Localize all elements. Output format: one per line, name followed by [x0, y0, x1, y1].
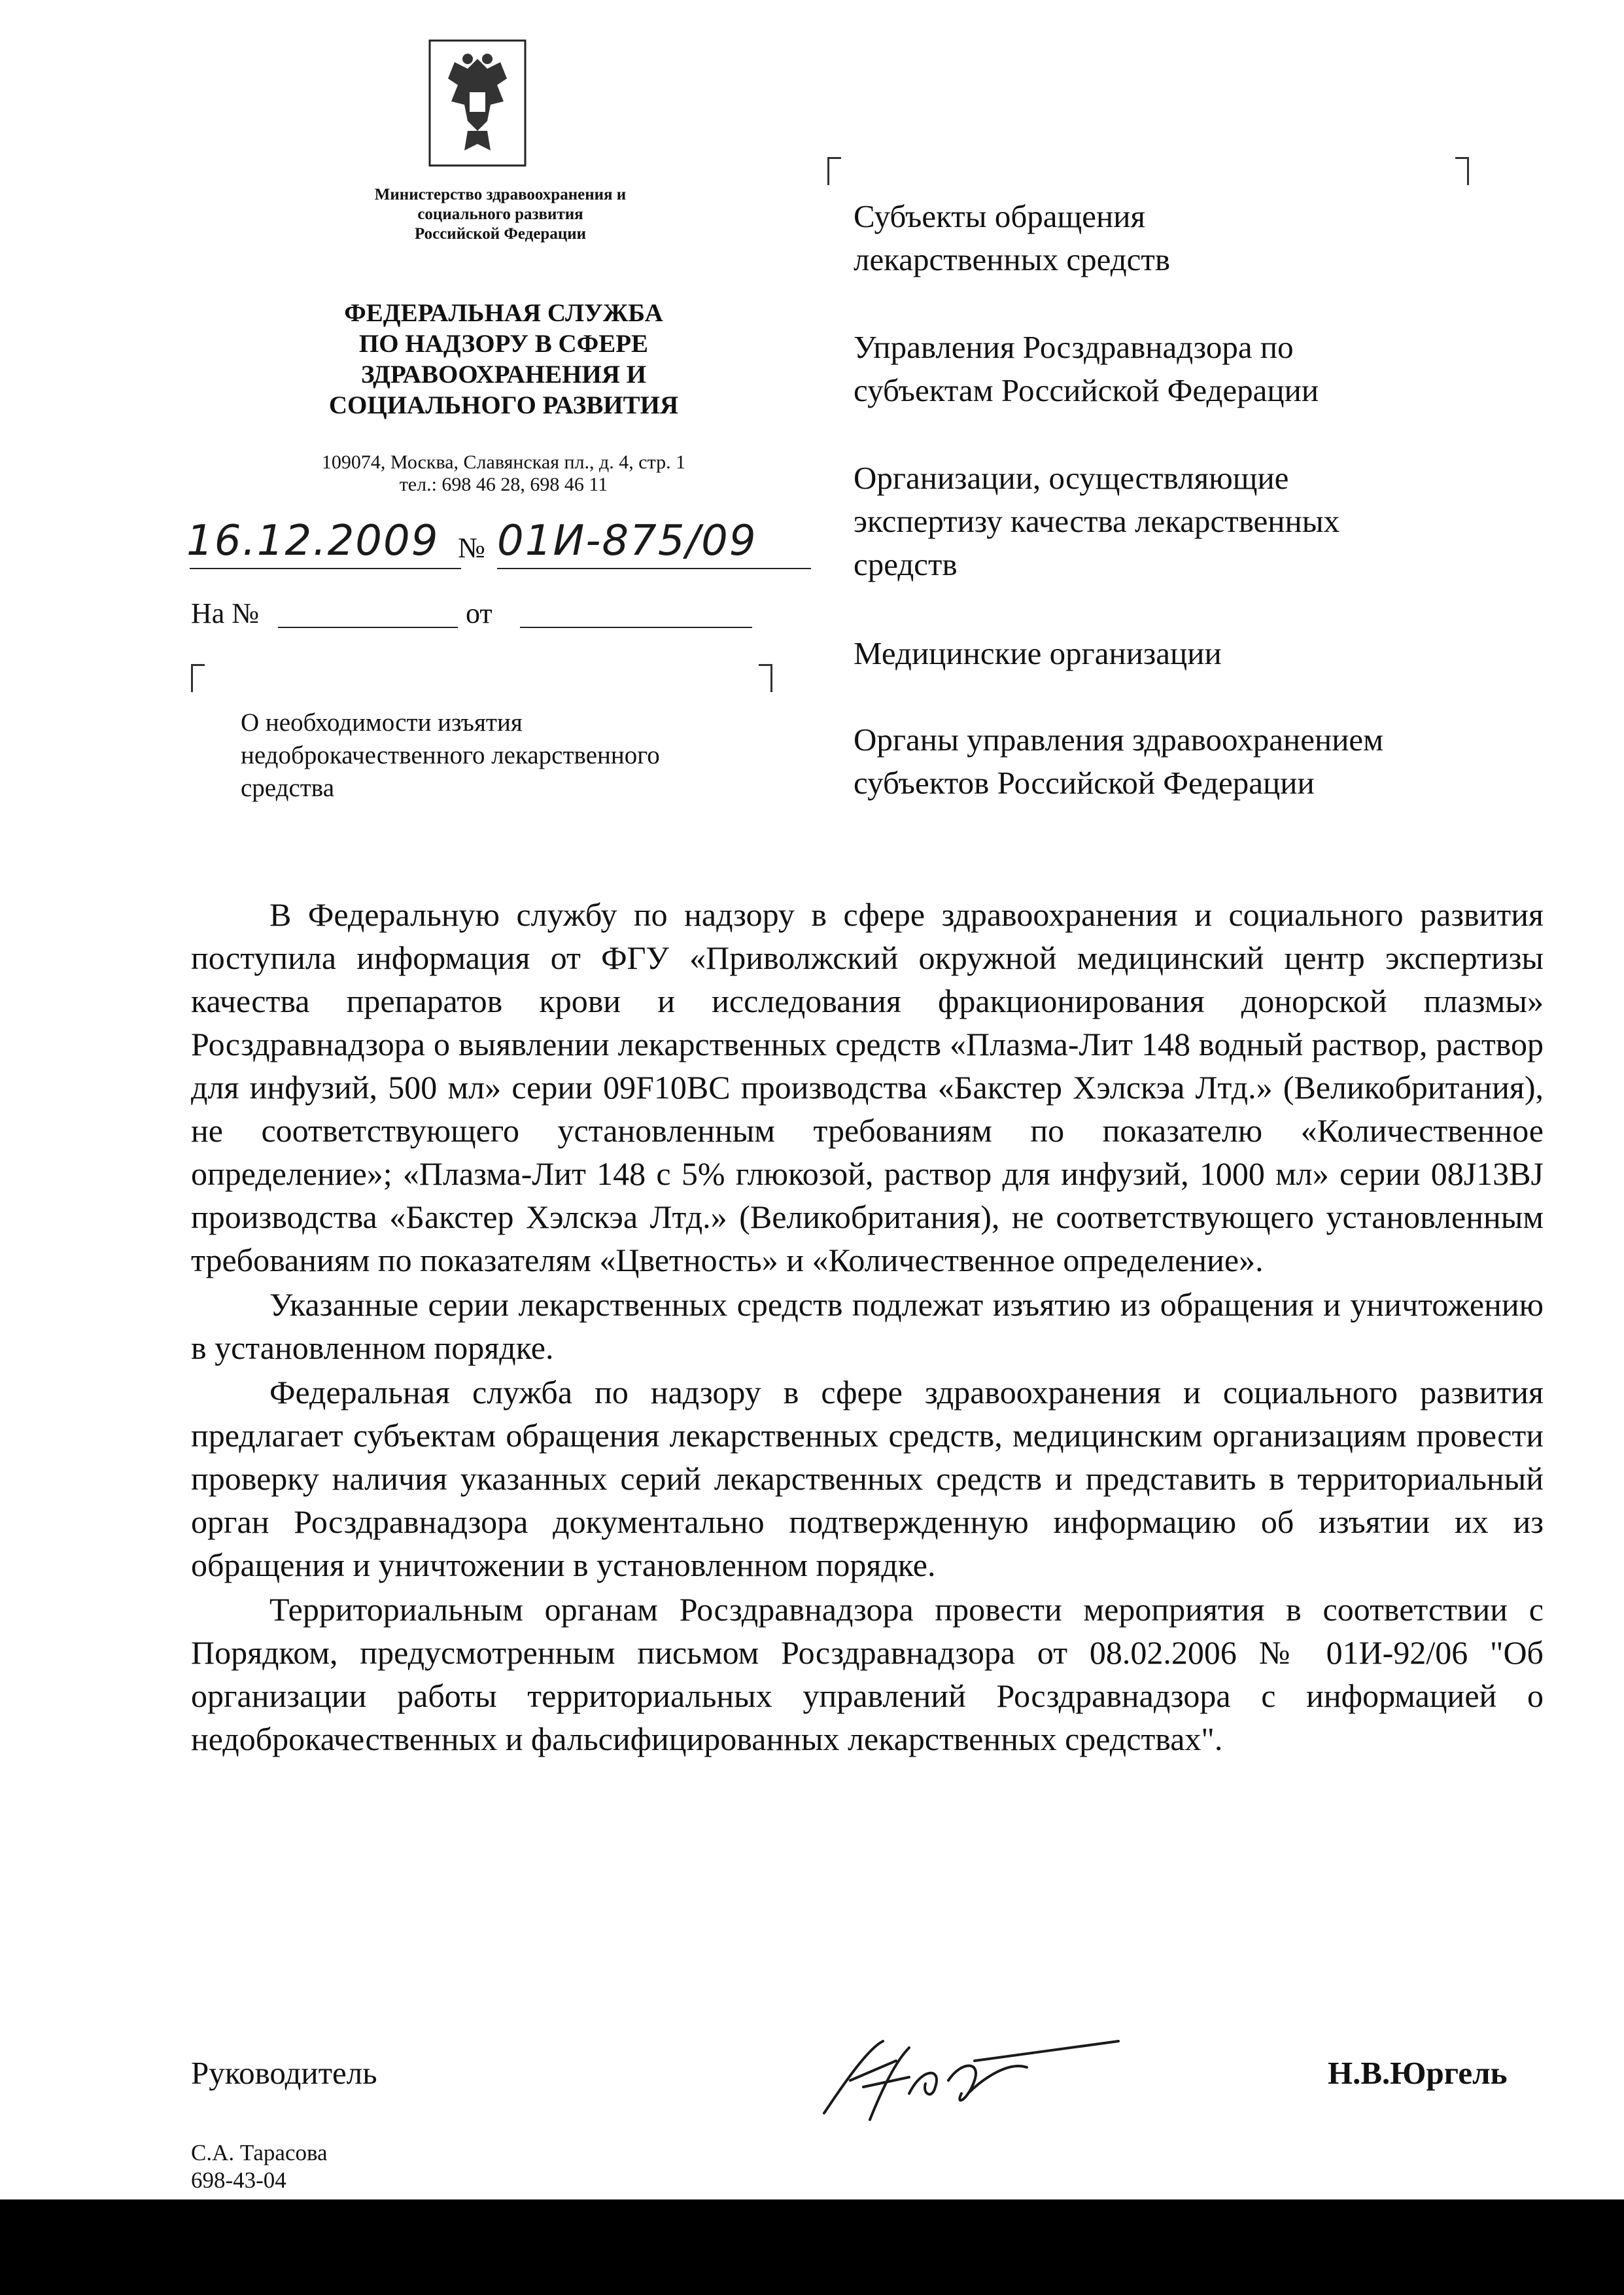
addressee-4: Медицинские организации: [854, 635, 1222, 671]
addressee-corner-right: [1455, 157, 1469, 185]
addressee-3: Организации, осуществляющие экспертизу качества лекарственных средств: [854, 460, 1340, 582]
scan-bottom-border: [0, 2199, 1624, 2295]
russian-coat-of-arms-icon: [428, 39, 527, 167]
date-underline: [190, 568, 461, 569]
letter-body: [191, 893, 1544, 1761]
body-paragraph-4: Территориальным органам Росздравнадзора провести мероприятия в соответствии с Порядком, предусмотренным письмом Росздравнадзора от 08.02.2006 № 01И-92/06 "Об организации работы территориальных управлений Росздравнадзора с информацией о недоброкачественных и фальсифицированных лекарственных средствах".: [191, 1591, 1544, 1757]
addressee-5: Органы управления здравоохранением субъектов Российской Федерации: [854, 722, 1384, 801]
letter-subject: О необходимости изъятия недоброкачественного лекарственного средства: [241, 709, 660, 802]
signatory-name: Н.В.Юргель: [1328, 2055, 1508, 2091]
body-paragraph-3: Федеральная служба по надзору в сфере здравоохранения и социального развития предлагает субъектам обращения лекарственных средств, медицинским организациям провести проверку наличия указанных серий лекарственных средств и представить в территориальный орган Росздравнадзора документально подтвержденную информацию об изъятии их из обращения и уничтожении в установленном порядке.: [191, 1374, 1544, 1583]
reference-number-label: На №: [191, 597, 260, 629]
coat-of-arms: [428, 39, 527, 167]
service-address: 109074, Москва, Славянская пл., д. 4, стр. 1 тел.: 698 46 28, 698 46 11: [321, 451, 686, 495]
addressee-1: Субъекты обращения лекарственных средств: [854, 198, 1170, 277]
body-paragraph-2: Указанные серии лекарственных средств подлежат изъятию из обращения и уничтожению в установленном порядке.: [191, 1286, 1544, 1366]
handwritten-signature: [811, 2022, 1125, 2133]
executor-info: [191, 2139, 328, 2194]
service-name: ФЕДЕРАЛЬНАЯ СЛУЖБА ПО НАДЗОРУ В СФЕРЕ ЗДРАВООХРАНЕНИЯ И СОЦИАЛЬНОГО РАЗВИТИЯ: [328, 299, 679, 419]
signatory-position: Руководитель: [191, 2055, 377, 2091]
number-underline: [497, 568, 811, 569]
subject-corner-right: [759, 664, 772, 692]
body-paragraph-1: В Федеральную службу по надзору в сфере здравоохранения и социального развития поступила информация от ФГУ «Приволжский окружной медицинский центр экспертизы качества препаратов крови и исследования фракционирования донорской плазмы» Росздравнадзора о выявлении лекарственных средств «Плазма-Лит 148 водный раствор, раствор для инфузий, 500 мл» серии 09F10BC производства «Бакстер Хэлскэа Лтд.» (Великобритания), не соответствующего установленным требованиям по показателю «Количественное определение»; «Плазма-Лит 148 с 5% глюкозой, раствор для инфузий, 1000 мл» серии 08J13BJ производства «Бакстер Хэлскэа Лтд.» (Великобритания), не соответствующего установленным требованиям по показателям «Цветность» и «Количественное определение».: [191, 896, 1544, 1278]
executor-phone: 698-43-04: [191, 2167, 286, 2193]
ministry-name: Министерство здравоохранения и социального развития Российской Федерации: [374, 186, 627, 243]
reference-from-label: от: [466, 597, 492, 629]
reference-date-blank: [520, 627, 752, 628]
registration-date: 16.12.2009: [186, 517, 440, 565]
addressee-corner-left: [827, 157, 841, 185]
executor-name: С.А. Тарасова: [191, 2140, 328, 2165]
addressee-2: Управления Росздравнадзора по субъектам Российской Федерации: [854, 329, 1319, 408]
subject-corner-left: [191, 664, 205, 692]
registration-number: 01И-875/09: [497, 517, 757, 565]
reference-number-blank: [278, 627, 458, 628]
number-label: №: [458, 532, 485, 564]
